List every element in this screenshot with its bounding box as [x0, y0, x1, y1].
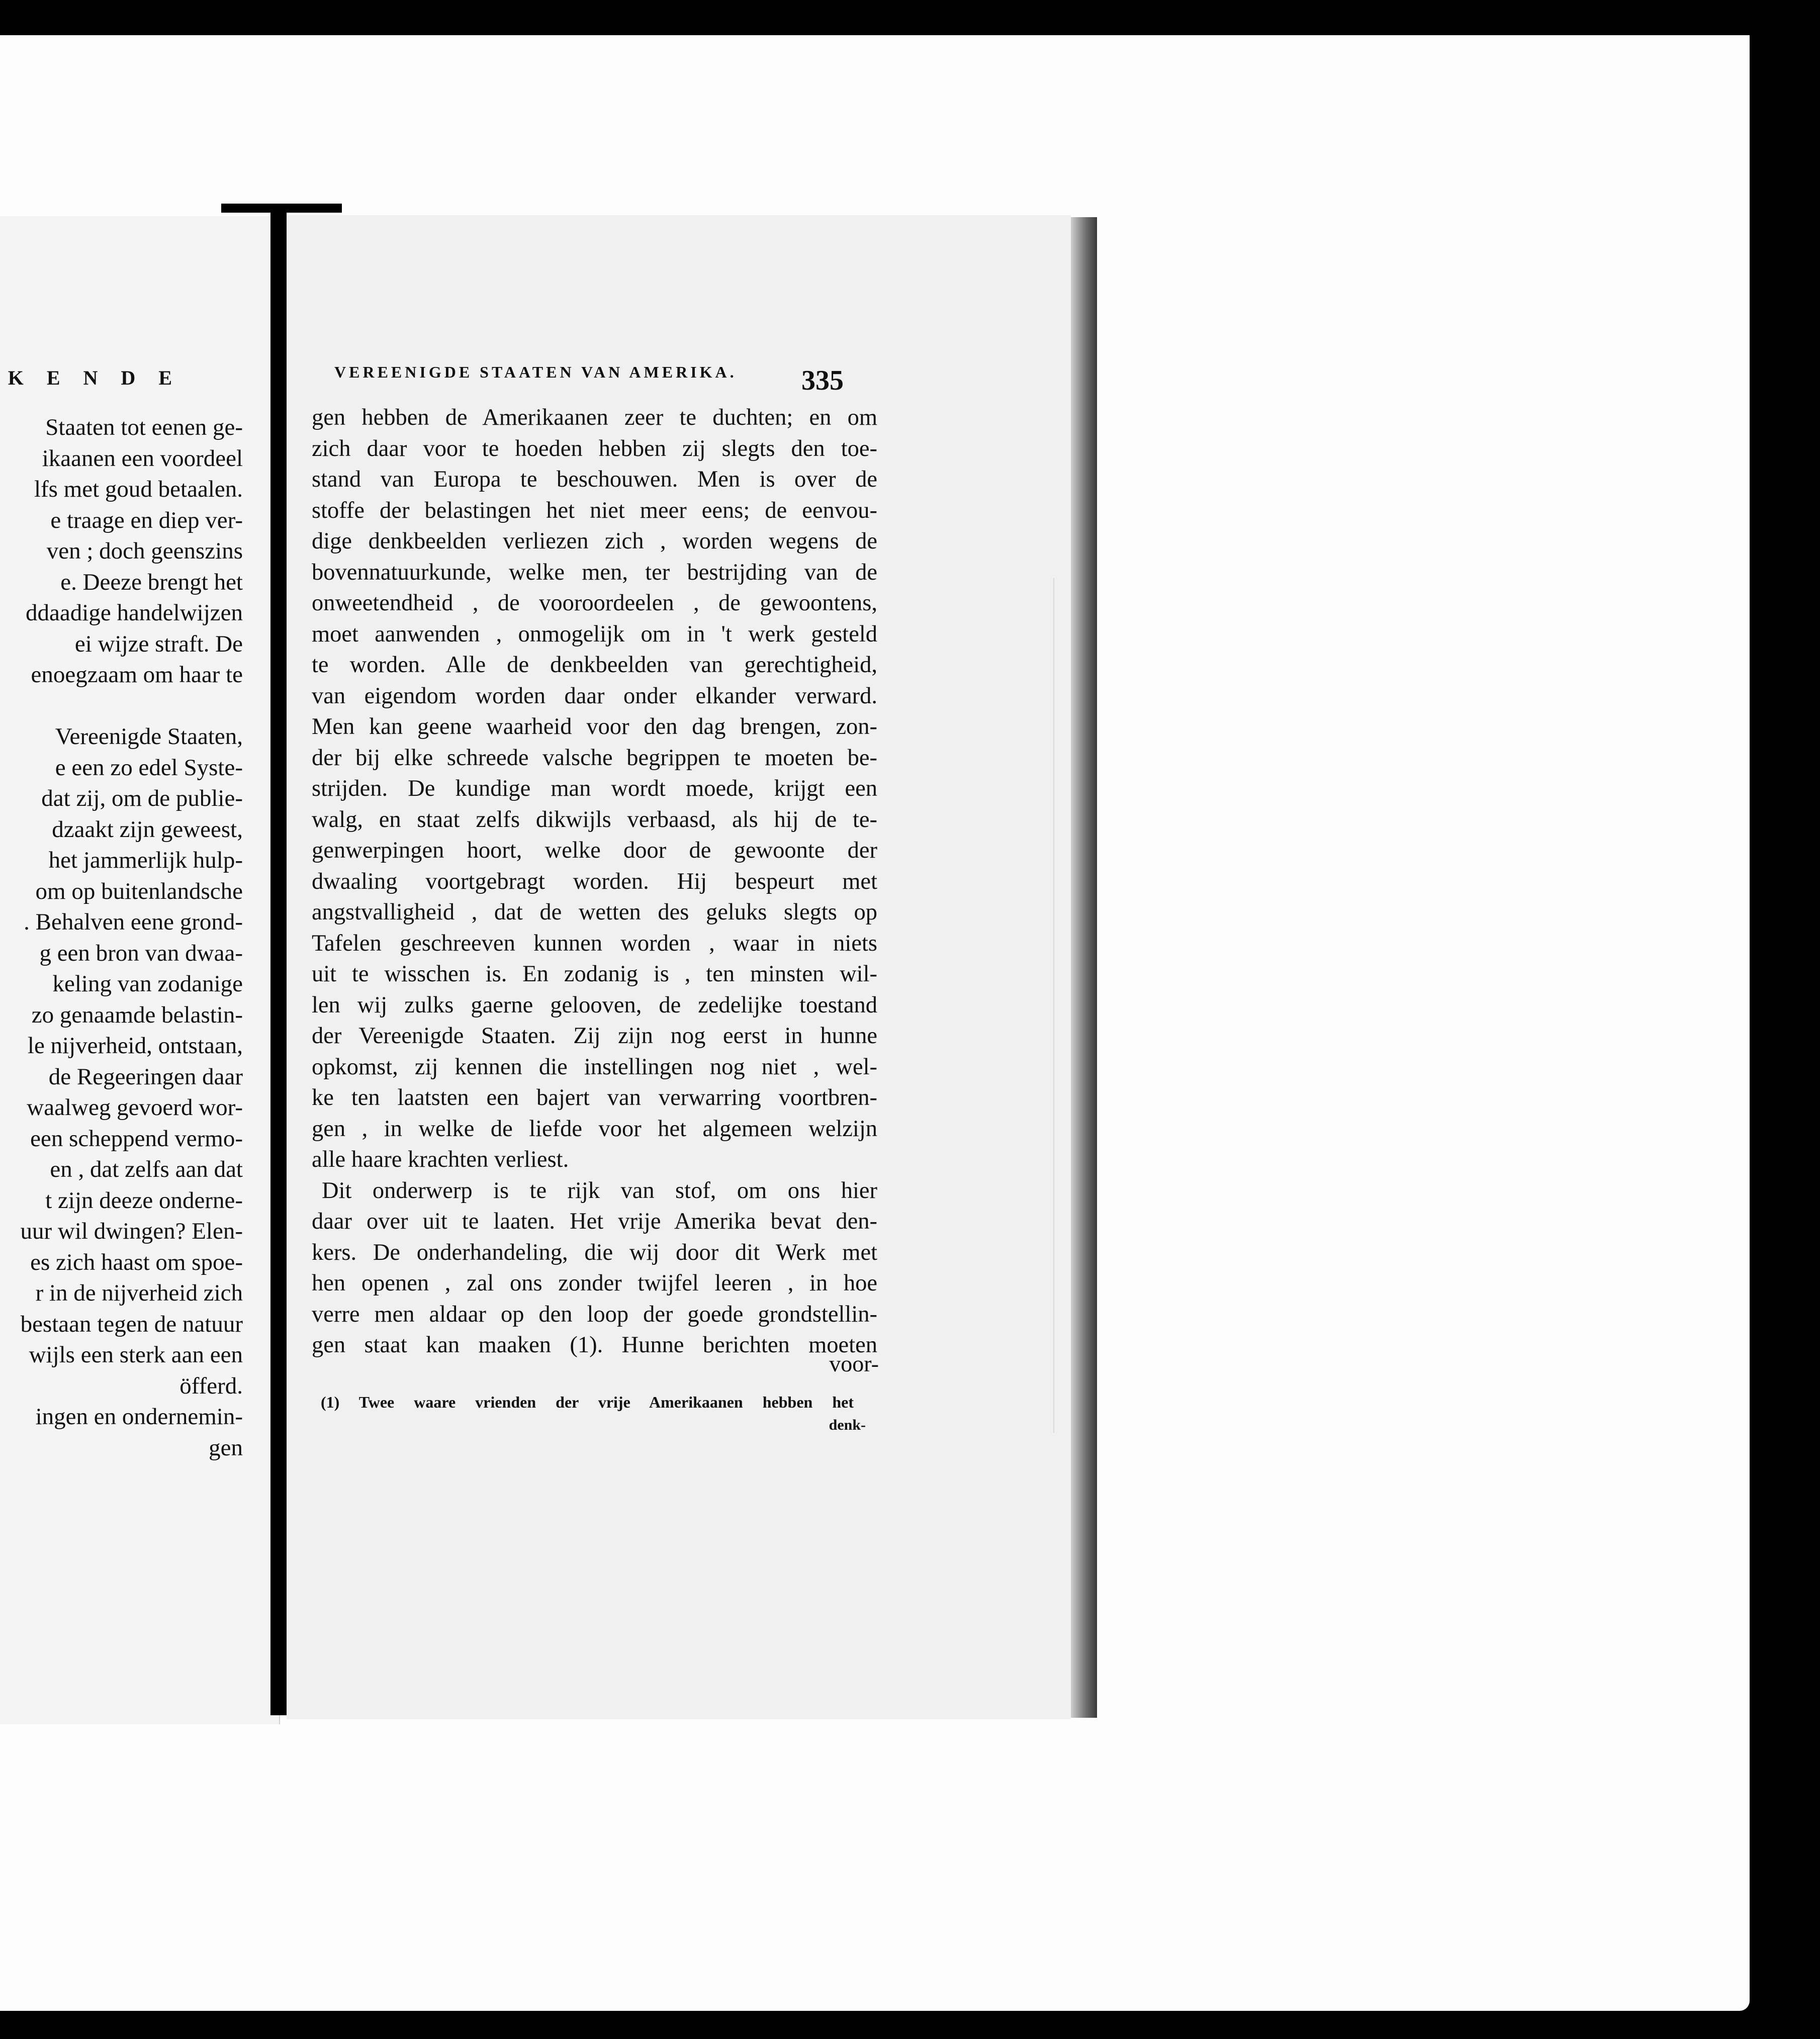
left-line: dat zij, om de publie- — [41, 785, 243, 811]
paragraph-break — [0, 691, 243, 722]
book-gutter — [270, 207, 287, 1715]
catchword: voor- — [829, 1351, 879, 1376]
left-line: wijls een sterk aan een — [29, 1342, 243, 1368]
footnote-catchword: denk- — [829, 1417, 866, 1433]
text-line: Tafelen geschreeven kunnen worden , waar in niets — [312, 930, 877, 956]
left-line: g een bron van dwaa- — [39, 940, 243, 966]
text-line: der Vereenigde Staaten. Zij zijn nog eerst in hunne — [312, 1023, 877, 1049]
left-line: zo genaamde belastin- — [31, 1001, 243, 1028]
text-line: gen , in welke de liefde voor het algemeen welzijn — [312, 1116, 877, 1142]
text-line: zich daar voor te hoeden hebben zij slegts den toe- — [312, 435, 877, 461]
left-page-text — [0, 412, 243, 1463]
left-line: ei wijze straft. De — [74, 630, 243, 657]
text-line: stand van Europa te beschouwen. Men is over de — [312, 467, 877, 492]
text-line: strijden. De kundige man wordt moede, krijgt een — [312, 776, 877, 801]
text-line: bovennatuurkunde, welke men, ter bestrijding van de — [312, 559, 877, 585]
left-line: le nijverheid, ontstaan, — [27, 1033, 243, 1059]
left-line: lfs met goud betaalen. — [34, 476, 243, 502]
left-line: ikaanen een voordeel — [42, 445, 243, 472]
footnote: (1) Twee waare vrienden der vrije Amerikaanen hebben het — [321, 1393, 854, 1411]
text-line: der bij elke schreede valsche begrippen te moeten be- — [312, 745, 877, 771]
left-line: uur wil dwingen? Elen- — [20, 1218, 243, 1244]
left-catchword: gen — [209, 1434, 243, 1461]
text-line: uit te wisschen is. En zodanig is , ten minsten wil- — [312, 961, 877, 987]
left-line: r in de nijverheid zich — [35, 1280, 243, 1306]
left-line: . Behalven eene grond- — [24, 909, 243, 935]
left-line: ingen en ondernemin- — [35, 1404, 243, 1430]
left-line: öfferd. — [179, 1372, 243, 1399]
running-head: VEREENIGDE STAATEN VAN AMERIKA. — [334, 363, 737, 381]
text-line-italic-phrase — [312, 711, 877, 743]
text-line: alle haare krachten verliest. — [312, 1147, 569, 1172]
scan-border-right — [1750, 35, 1820, 2011]
text-line: verre men aldaar op den loop der goede grondstellin- — [312, 1301, 877, 1327]
left-page — [0, 216, 280, 1724]
text-line: gen staat kan maaken (1). Hunne berichten moeten — [312, 1332, 877, 1358]
text-line: Dit onderwerp is te rijk van stof, om ons hier — [322, 1177, 877, 1203]
margin-mark — [1053, 578, 1054, 1433]
left-running-head: K E N D E — [8, 366, 181, 389]
body-text — [312, 402, 877, 1361]
text-line: dige denkbeelden verliezen zich , worden wegens de — [312, 528, 877, 554]
left-line: ddaadige handelwijzen — [26, 600, 243, 626]
left-line: enoegzaam om haar te — [31, 662, 243, 688]
left-line: es zich haast om spoe- — [30, 1249, 243, 1275]
left-line: dzaakt zijn geweest, — [52, 816, 243, 843]
text-line: Men kan geene waarheid voor den dag brengen, zon- — [312, 714, 877, 739]
left-line: bestaan tegen de natuur — [20, 1311, 243, 1337]
text-line: daar over uit te laaten. Het vrije Amerika bevat den- — [312, 1209, 877, 1234]
left-line: keling van zodanige — [52, 971, 243, 997]
left-line: om op buitenlandsche — [35, 878, 243, 904]
left-line: ven ; doch geenszins — [46, 538, 243, 564]
left-line: e traage en diep ver- — [50, 507, 243, 533]
text-line: stoffe der belastingen het niet meer eens; de eenvou- — [312, 497, 877, 523]
left-line: t zijn deeze onderne- — [45, 1187, 243, 1214]
text-line: len wij zulks gaerne gelooven, de zedelijke toestand — [312, 992, 877, 1018]
left-line: e een zo edel Syste- — [55, 754, 243, 781]
left-line: e. Deeze brengt het — [60, 569, 243, 595]
text-line: moet aanwenden , onmogelijk om in 't werk gesteld — [312, 621, 877, 647]
text-line: van eigendom worden daar onder elkander verward. — [312, 683, 877, 709]
left-line: waalweg gevoerd wor- — [27, 1094, 243, 1121]
left-line: het jammerlijk hulp- — [48, 847, 243, 873]
text-line: gen hebben de Amerikaanen zeer te duchten; en om — [312, 405, 877, 430]
left-line: de Regeeringen daar — [48, 1063, 243, 1090]
left-line: Vereenigde Staaten, — [55, 723, 243, 750]
text-line: ke ten laatsten een bajert van verwarring voortbren- — [312, 1085, 877, 1110]
text-line: opkomst, zij kennen die instellingen nog niet , wel- — [312, 1054, 877, 1080]
left-line: Staaten tot eenen ge- — [45, 414, 243, 440]
text-line: te worden. Alle de denkbeelden van gerechtigheid, — [312, 652, 877, 678]
text-line: walg, en staat zelfs dikwijls verbaasd, als hij de te- — [312, 806, 877, 832]
left-line: en , dat zelfs aan dat — [50, 1156, 243, 1182]
text-line: genwerpingen hoort, welke door de gewoonte der — [312, 838, 877, 863]
text-line: kers. De onderhandeling, die wij door dit Werk met — [312, 1239, 877, 1265]
text-line: hen openen , zal ons zonder twijfel leeren , in hoe — [312, 1270, 877, 1296]
page-edge-shadow — [1071, 217, 1097, 1718]
text-line: dwaaling voortgebragt worden. Hij bespeurt met — [312, 868, 877, 894]
text-line: onweetendheid , de vooroordeelen , de gewoontens, — [312, 590, 877, 616]
page-number: 335 — [801, 365, 844, 396]
left-line: een scheppend vermo- — [30, 1125, 243, 1152]
text-line: angstvalligheid , dat de wetten des geluks slegts op — [312, 899, 877, 925]
